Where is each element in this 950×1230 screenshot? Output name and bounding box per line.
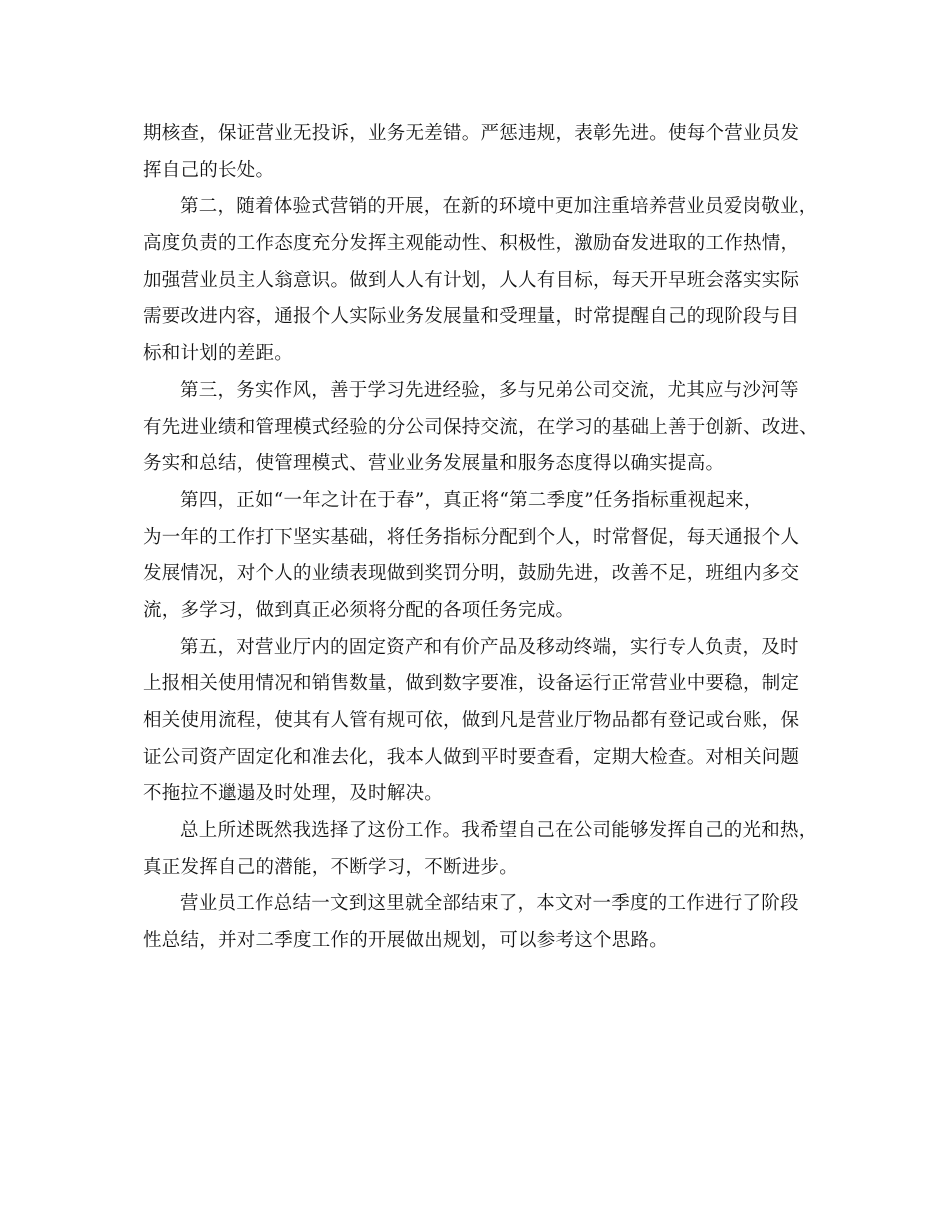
text-line: 标和计划的差距。 <box>143 343 294 365</box>
text-line: 真正发挥自己的潜能，不断学习，不断进步。 <box>143 856 519 878</box>
text-line: 总上所述既然我选择了这份工作。我希望自己在公司能够发挥自己的光和热， <box>180 820 818 842</box>
text-line: 高度负责的工作态度充分发挥主观能动性、积极性，激励奋发进取的工作热情， <box>143 233 800 255</box>
text-line: 挥自己的长处。 <box>143 159 275 181</box>
text-line: 上报相关使用情况和销售数量，做到数字要准，设备运行正常营业中要稳，制定 <box>143 673 800 695</box>
text-line: 加强营业员主人翁意识。做到人人有计划，人人有目标，每天开早班会落实实际 <box>143 269 800 291</box>
text-line: 第五，对营业厅内的固定资产和有价产品及移动终端，实行专人负责，及时 <box>180 636 799 658</box>
text-line: 营业员工作总结一文到这里就全部结束了，本文对一季度的工作进行了阶段 <box>180 893 799 915</box>
paragraph <box>143 373 819 483</box>
document-body <box>143 116 819 960</box>
text-line: 第二，随着体验式营销的开展，在新的环境中更加注重培养营业员爱岗敬业， <box>180 196 818 218</box>
text-line: 有先进业绩和管理模式经验的分公司保持交流，在学习的基础上善于创新、改进、 <box>143 416 819 438</box>
paragraph <box>143 483 808 630</box>
text-line: 为一年的工作打下坚实基础，将任务指标分配到个人，时常督促，每天通报个人 <box>143 526 800 548</box>
text-line: 务实和总结，使管理模式、营业业务发展量和服务态度得以确实提高。 <box>143 453 725 475</box>
text-line: 流，多学习，做到真正必须将分配的各项任务完成。 <box>143 599 575 621</box>
text-line: 期核查，保证营业无投诉，业务无差错。严惩违规，表彰先进。使每个营业员发 <box>143 123 800 144</box>
text-line: 相关使用流程，使其有人管有规可依，做到凡是营业厅物品都有登记或台账，保 <box>143 710 800 731</box>
text-line: 第四，正如“一年之计在于春”，真正将“第二季度”任务指标重视起来， <box>180 489 763 511</box>
paragraph <box>143 116 808 189</box>
paragraph <box>143 813 818 886</box>
paragraph <box>143 630 808 813</box>
text-line: 第三，务实作风，善于学习先进经验，多与兄弟公司交流，尤其应与沙河等 <box>180 379 799 401</box>
paragraph <box>143 886 808 959</box>
text-line: 发展情况，对个人的业绩表现做到奖罚分明，鼓励先进，改善不足，班组内多交 <box>143 563 800 585</box>
text-line: 性总结，并对二季度工作的开展做出规划，可以参考这个思路。 <box>143 930 669 952</box>
paragraph <box>143 189 818 372</box>
text-line: 证公司资产固定化和准去化，我本人做到平时要查看，定期大检查。对相关问题 <box>143 746 800 768</box>
text-line: 不拖拉不邋遢及时处理，及时解决。 <box>143 783 444 805</box>
text-line: 需要改进内容，通报个人实际业务发展量和受理量，时常提醒自己的现阶段与目 <box>143 306 800 328</box>
